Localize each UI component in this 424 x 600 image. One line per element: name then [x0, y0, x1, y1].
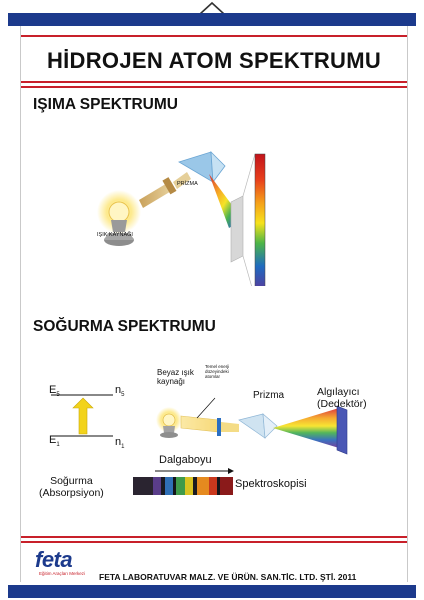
detector-label: Algılayıcı (Dedektör) [317, 386, 367, 410]
emission-heading: IŞIMA SPEKTRUMU [33, 96, 178, 113]
top-rule [21, 35, 407, 37]
feta-logo: feta [35, 547, 73, 572]
level-e5: $E_5$ [49, 384, 60, 399]
wavelength-label: Dalgaboyu [159, 454, 212, 466]
atoms-label: Temel enerji düzeyindeki atomlar [205, 364, 230, 379]
logo-tagline: Eğitim Araçları Merkezi [39, 571, 86, 576]
emission-prism-label: PRİZMA [177, 181, 198, 187]
poster-sheet [20, 26, 408, 582]
title-rule-2 [21, 86, 407, 88]
absorption-prism-label: Prizma [253, 390, 285, 401]
bottom-rod [8, 585, 416, 598]
level-n5: $n_5$ [115, 384, 125, 399]
footer-rule-2 [21, 541, 407, 543]
top-rod [8, 13, 416, 26]
white-light-label: Beyaz ışık kaynağı [157, 368, 194, 386]
footer-rule-1 [21, 536, 407, 538]
spectroscopy-label: Spektroskopisi [235, 478, 307, 490]
title-rule-1 [21, 81, 407, 83]
light-source-label: IŞIK KAYNAĞI [97, 232, 133, 238]
level-e1: $E_1$ [49, 434, 60, 449]
footer-company: FETA LABORATUVAR MALZ. VE ÜRÜN. SAN.TİC. LTD. ŞTİ. 2011 [99, 572, 357, 582]
absorption-label: Soğurma (Absorpsiyon) [39, 475, 104, 499]
absorption-heading: SOĞURMA SPEKTRUMU [33, 318, 216, 335]
emission-diagram [21, 116, 407, 286]
absorption-strip [133, 467, 243, 499]
poster-title: HİDROJEN ATOM SPEKTRUMU [46, 48, 382, 73]
level-n1: $n_1$ [115, 436, 125, 451]
